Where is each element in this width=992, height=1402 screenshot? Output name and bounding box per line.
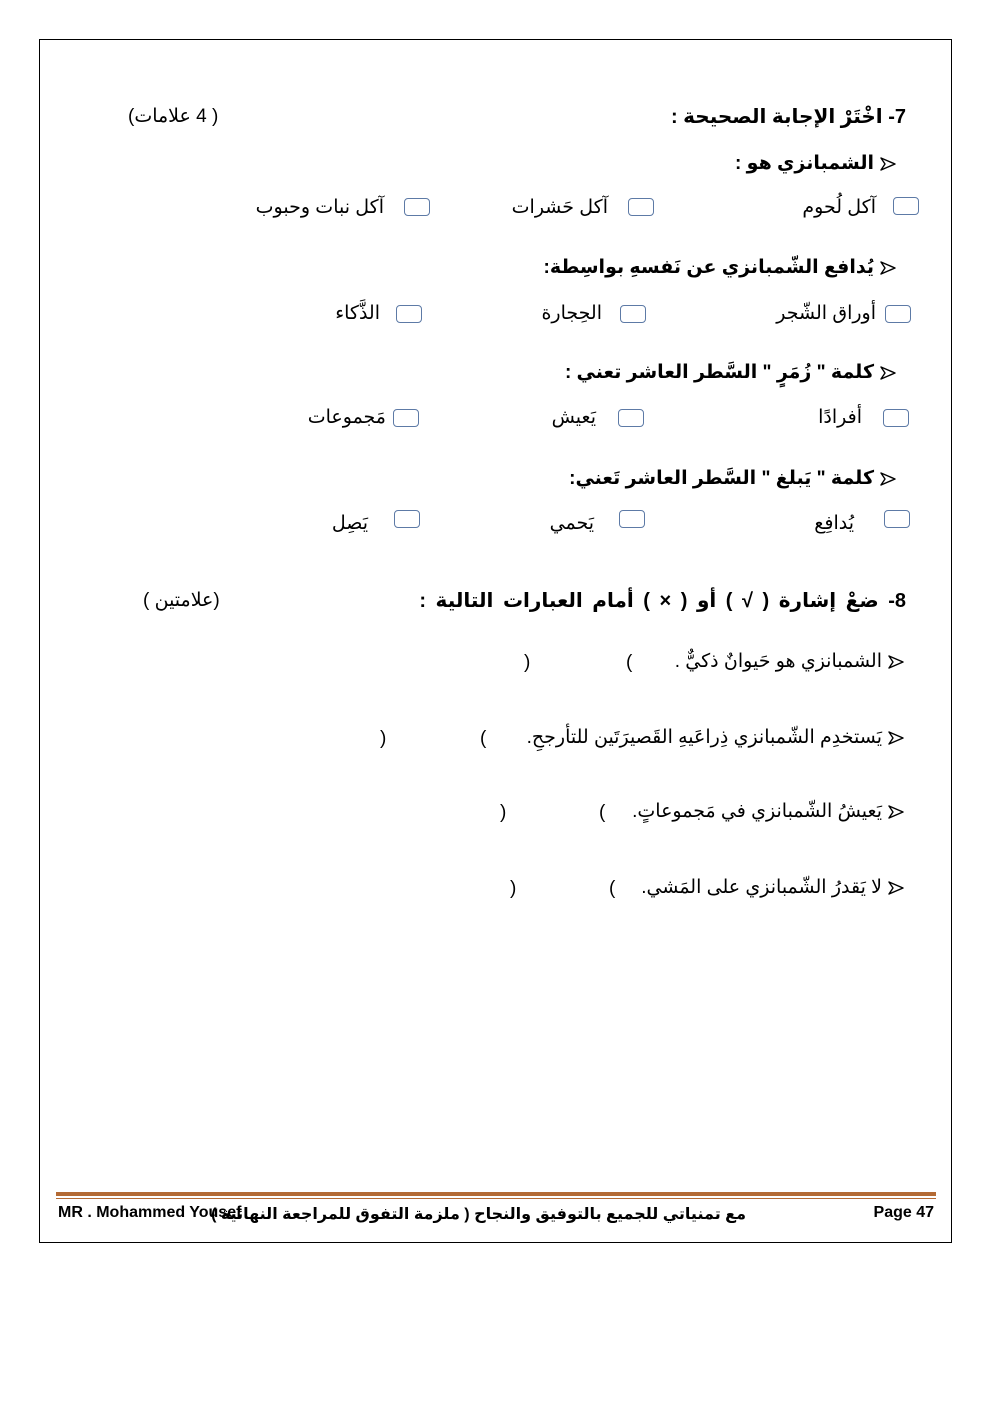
q8-statement-4: لا يَقدرُ الشّمبانزي على المَشي.: [641, 876, 904, 899]
arrow-bullet-icon: [880, 261, 896, 275]
footer-divider-thin: [56, 1198, 936, 1199]
arrow-bullet-icon: [888, 731, 904, 745]
q7-item-2-option-1-checkbox[interactable]: [885, 305, 911, 323]
q7-item-1-option-1-checkbox[interactable]: [893, 197, 919, 215]
q7-item-4-option-2-checkbox[interactable]: [619, 510, 645, 528]
page-number: Page 47: [873, 1204, 934, 1221]
q7-item-3-option-1-checkbox[interactable]: [883, 409, 909, 427]
q7-item-3-option-1-label: أفرادًا: [818, 407, 862, 428]
q7-title: 7- اخْتَرْ الإجابة الصحيحة :: [670, 106, 906, 128]
q7-item-3-option-3-checkbox[interactable]: [393, 409, 419, 427]
q8-statement-4-answer-open[interactable]: (: [609, 878, 616, 899]
arrow-bullet-icon: [880, 366, 896, 380]
q7-item-2-option-2-checkbox[interactable]: [620, 305, 646, 323]
q7-item-2-stem: يُدافع الشّمبانزي عن نَفسهِ بواسِطة:: [544, 256, 896, 279]
q8-statement-1-answer-open[interactable]: (: [626, 652, 633, 673]
q7-item-3-option-2-checkbox[interactable]: [618, 409, 644, 427]
q8-statement-2: يَستخدِم الشّمبانزي ذِراعَيهِ القَصيرَتَين للتأرجحِ.: [527, 726, 904, 749]
footer-divider-thick: [56, 1192, 936, 1196]
q8-statement-1-answer-close[interactable]: ): [524, 652, 531, 673]
q7-item-1-option-1-label: آكل لُحوم: [802, 197, 876, 218]
q7-item-1-option-2-checkbox[interactable]: [628, 198, 654, 216]
q7-item-1-stem: الشمبانزي هو :: [735, 152, 896, 175]
arrow-bullet-icon: [880, 157, 896, 171]
q8-statement-2-answer-close[interactable]: ): [380, 728, 387, 749]
q8-statement-2-answer-open[interactable]: (: [480, 728, 487, 749]
q7-marks: ( 4 علامات): [128, 106, 219, 127]
arrow-bullet-icon: [880, 472, 896, 486]
page-frame: [39, 39, 952, 1243]
q7-item-4-option-3-checkbox[interactable]: [394, 510, 420, 528]
q7-item-3-option-2-label: يَعيش: [551, 407, 596, 428]
footer-author: MR . Mohammed Yousef: [58, 1204, 242, 1221]
q8-statement-1: الشمبانزي هو حَيوانٌ ذكيٌّ .: [675, 650, 904, 673]
footer-wish: مع تمنياتي للجميع بالتوفيق والنجاح ( ملزمة التفوق للمراجعة النهائية ): [211, 1206, 746, 1223]
q8-statement-3-answer-open[interactable]: (: [599, 802, 606, 823]
arrow-bullet-icon: [888, 881, 904, 895]
q7-item-2-option-3-label: الذَّكاء: [335, 303, 380, 324]
q7-item-1-option-2-label: آكل حَشرات: [511, 197, 608, 218]
q7-item-1-option-3-checkbox[interactable]: [404, 198, 430, 216]
q8-title: 8- ضعْ إشارة ( √ ) أو ( × ) أمام العبارات التالية :: [419, 590, 906, 612]
arrow-bullet-icon: [888, 655, 904, 669]
q7-item-4-option-1-checkbox[interactable]: [884, 510, 910, 528]
q7-item-2-option-2-label: الحِجارة: [541, 303, 602, 324]
q7-item-3-option-3-label: مَجموعات: [307, 407, 386, 428]
q8-marks: (علامتين ): [143, 590, 220, 611]
q7-item-2-option-3-checkbox[interactable]: [396, 305, 422, 323]
q7-item-4-option-2-label: يَحمي: [549, 513, 594, 534]
q7-item-2-option-1-label: أوراق الشّجر: [776, 303, 876, 324]
q8-statement-3: يَعيشُ الشّمبانزي في مَجموعاتٍ.: [632, 800, 904, 823]
q7-item-4-option-3-label: يَصِل: [331, 513, 368, 534]
q7-item-1-option-3-label: آكل نبات وحبوب: [255, 197, 384, 218]
q7-item-3-stem: كلمة " زُمَرٍ " السَّطر العاشر تعني :: [565, 361, 896, 384]
q7-item-4-option-1-label: يُدافِع: [814, 513, 854, 534]
q8-statement-4-answer-close[interactable]: ): [510, 878, 517, 899]
arrow-bullet-icon: [888, 805, 904, 819]
q7-item-4-stem: كلمة " يَبلغ " السَّطر العاشر تَعني:: [569, 467, 896, 490]
q8-statement-3-answer-close[interactable]: ): [500, 802, 507, 823]
